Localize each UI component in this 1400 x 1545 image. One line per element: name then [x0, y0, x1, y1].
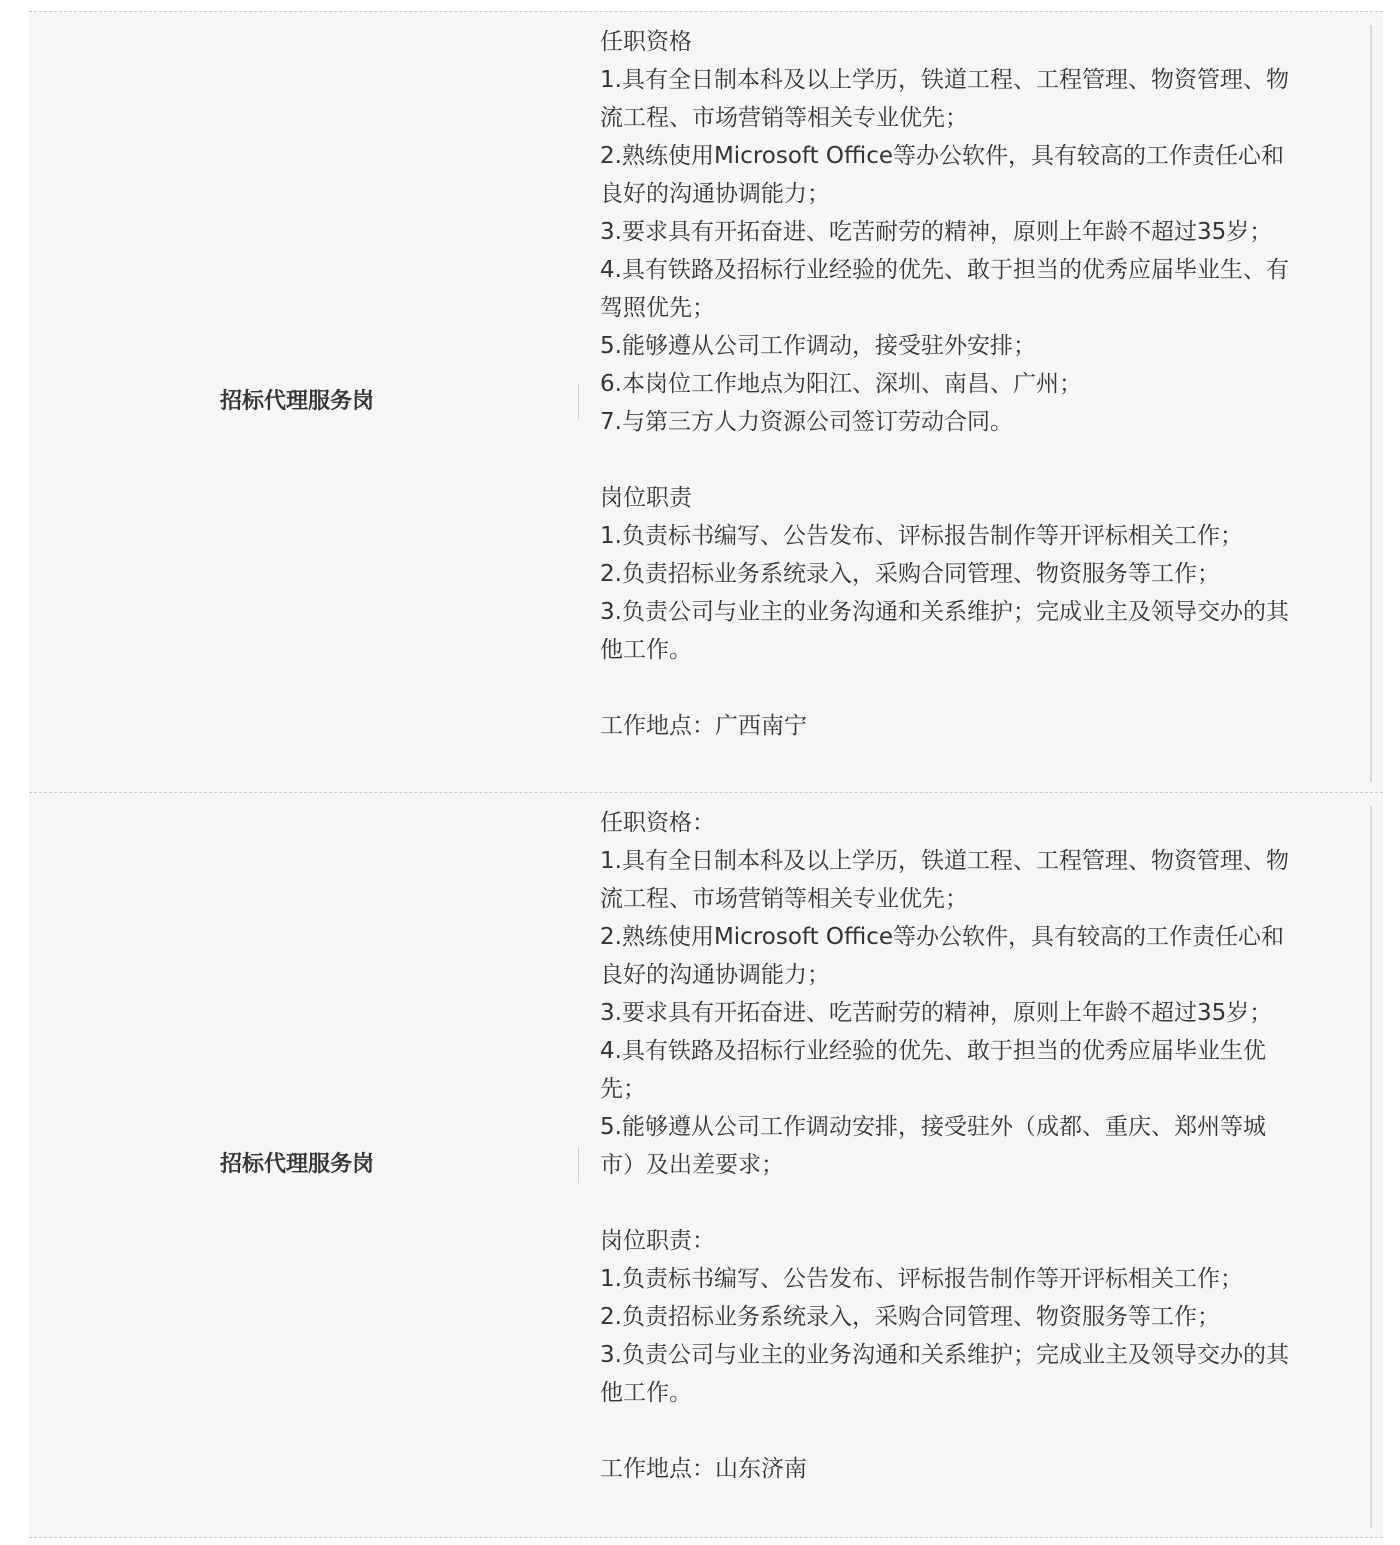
description-line: 他工作。 — [600, 1380, 692, 1406]
description-line: 5.能够遵从公司工作调动，接受驻外安排； — [600, 333, 1036, 359]
scrollbar-track[interactable] — [1370, 806, 1372, 1528]
scrollbar-track[interactable] — [1370, 25, 1372, 782]
job-row — [29, 792, 1383, 1537]
job-title-cell — [29, 11, 579, 792]
description-line: 1.负责标书编写、公告发布、评标报告制作等开评标相关工作； — [600, 523, 1243, 549]
description-line: 工作地点：广西南宁 — [600, 713, 807, 739]
description-line: 先； — [600, 1076, 646, 1102]
description-line: 1.负责标书编写、公告发布、评标报告制作等开评标相关工作； — [600, 1266, 1243, 1292]
row-divider — [29, 1537, 1383, 1538]
description-line: 任职资格： — [600, 810, 715, 836]
description-line: 7.与第三方人力资源公司签订劳动合同。 — [600, 409, 1013, 435]
job-row — [29, 11, 1383, 792]
job-title-cell — [29, 792, 579, 1537]
description-line: 良好的沟通协调能力； — [600, 181, 830, 207]
description-line: 1.具有全日制本科及以上学历，铁道工程、工程管理、物资管理、物 — [600, 848, 1289, 874]
job-title: 招标代理服务岗 — [220, 1151, 375, 1177]
description-line — [600, 441, 1360, 479]
row-divider — [29, 792, 1383, 793]
description-line — [600, 1412, 1360, 1450]
description-line: 2.熟练使用Microsoft Office等办公软件，具有较高的工作责任心和 — [600, 143, 1285, 169]
description-line: 2.负责招标业务系统录入，采购合同管理、物资服务等工作； — [600, 1304, 1220, 1330]
description-line: 他工作。 — [600, 637, 692, 663]
description-line: 流工程、市场营销等相关专业优先； — [600, 886, 968, 912]
description-line: 3.要求具有开拓奋进、吃苦耐劳的精神，原则上年龄不超过35岁； — [600, 1000, 1273, 1026]
description-line: 任职资格 — [600, 29, 692, 55]
description-line: 1.具有全日制本科及以上学历，铁道工程、工程管理、物资管理、物 — [600, 67, 1289, 93]
description-line: 4.具有铁路及招标行业经验的优先、敢于担当的优秀应届毕业生、有 — [600, 257, 1289, 283]
row-divider — [29, 11, 1383, 12]
description-line: 2.负责招标业务系统录入，采购合同管理、物资服务等工作； — [600, 561, 1220, 587]
description-line: 岗位职责： — [600, 1228, 715, 1254]
description-line: 良好的沟通协调能力； — [600, 962, 830, 988]
description-line: 5.能够遵从公司工作调动安排，接受驻外（成都、重庆、郑州等城 — [600, 1114, 1266, 1140]
description-line: 市）及出差要求； — [600, 1152, 784, 1178]
description-line: 6.本岗位工作地点为阳江、深圳、南昌、广州； — [600, 371, 1082, 397]
description-line — [600, 1184, 1360, 1222]
job-description — [600, 23, 1360, 745]
description-line: 工作地点：山东济南 — [600, 1456, 807, 1482]
column-divider — [578, 1147, 579, 1183]
description-line: 驾照优先； — [600, 295, 715, 321]
description-line: 3.负责公司与业主的业务沟通和关系维护；完成业主及领导交办的其 — [600, 1342, 1289, 1368]
description-line: 岗位职责 — [600, 485, 692, 511]
description-line: 3.要求具有开拓奋进、吃苦耐劳的精神，原则上年龄不超过35岁； — [600, 219, 1273, 245]
description-line: 3.负责公司与业主的业务沟通和关系维护；完成业主及领导交办的其 — [600, 599, 1289, 625]
description-line — [600, 669, 1360, 707]
job-description — [600, 804, 1360, 1488]
column-divider — [578, 384, 579, 420]
job-title: 招标代理服务岗 — [220, 388, 375, 414]
description-line: 2.熟练使用Microsoft Office等办公软件，具有较高的工作责任心和 — [600, 924, 1285, 950]
description-line: 4.具有铁路及招标行业经验的优先、敢于担当的优秀应届毕业生优 — [600, 1038, 1266, 1064]
description-line: 流工程、市场营销等相关专业优先； — [600, 105, 968, 131]
